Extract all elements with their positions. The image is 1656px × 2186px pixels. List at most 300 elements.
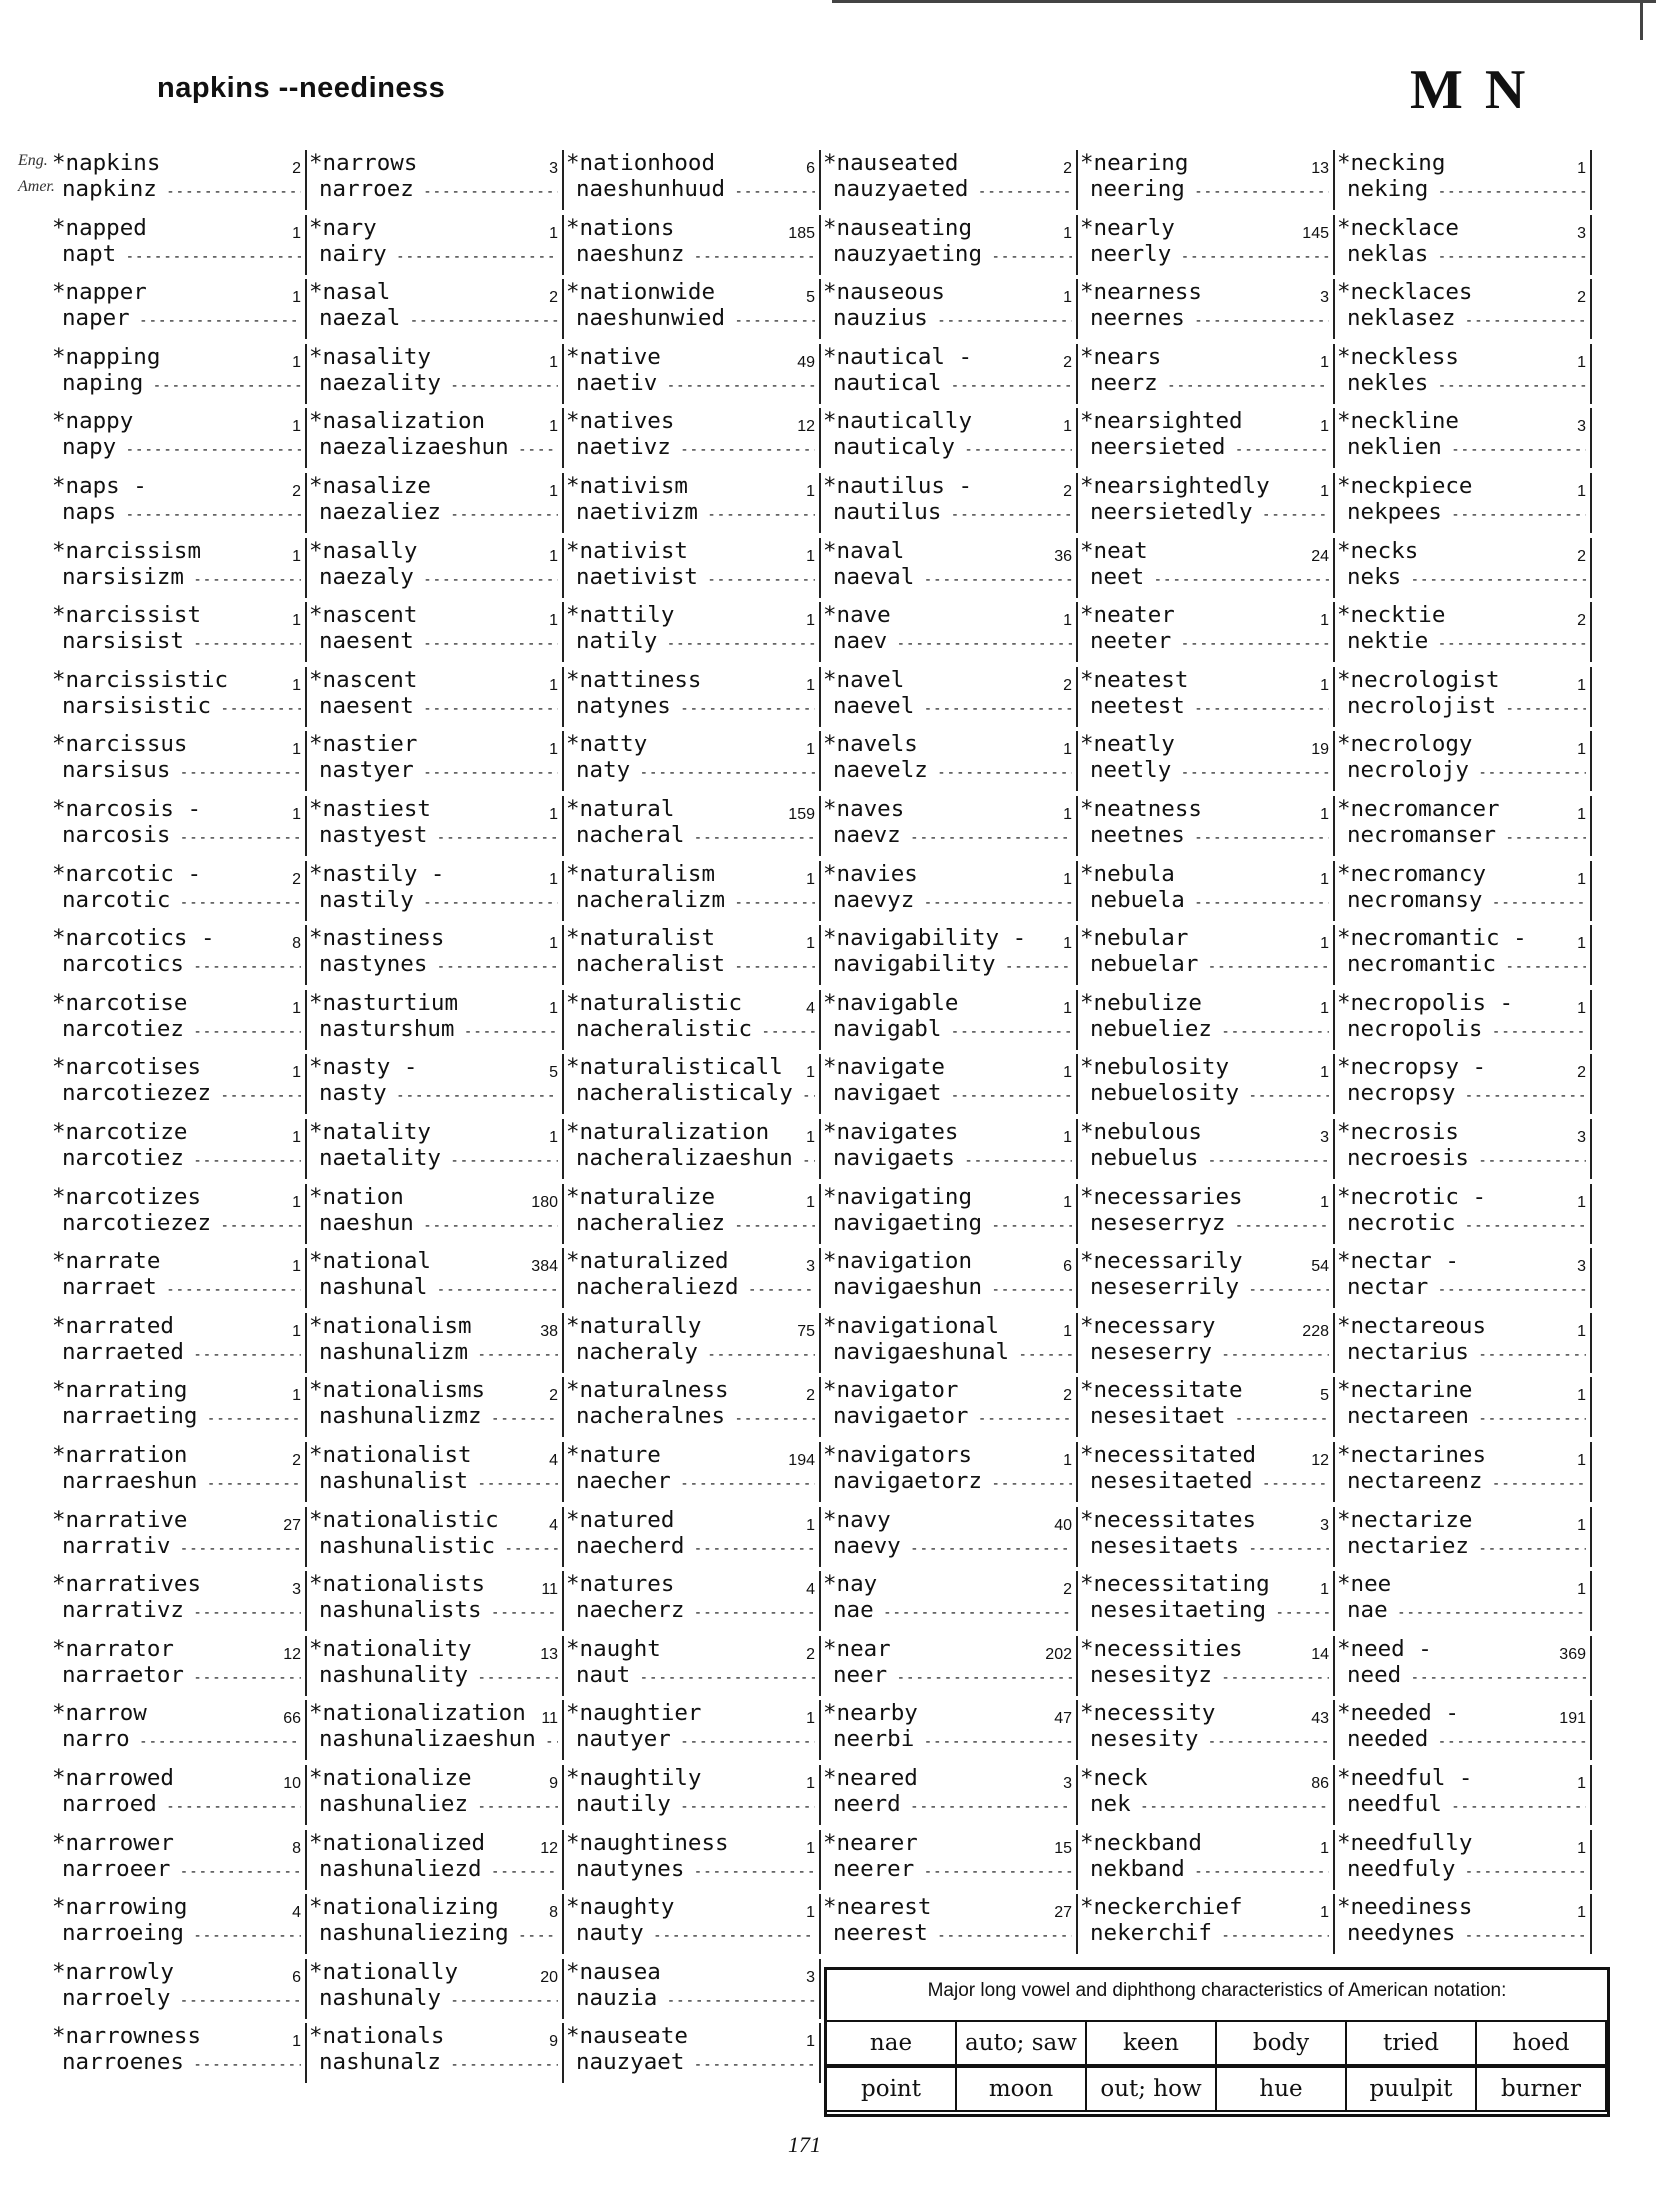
entry-count: 1: [1577, 1193, 1586, 1211]
entry-cell: [564, 1184, 821, 1244]
entry-word: *neediness: [1337, 1894, 1473, 1921]
entry-word: *nauseate: [566, 2023, 688, 2050]
entry-phonetic: necromantic -----: [1347, 951, 1586, 977]
entry-word: *nears: [1080, 343, 1162, 370]
entry-cell: [50, 408, 307, 468]
entry-phonetic: narcotiez -----: [62, 1016, 301, 1042]
entry-phonetic: neering -----: [1090, 176, 1329, 202]
entry-count: 13: [540, 1645, 558, 1663]
entry-count: 1: [1577, 1516, 1586, 1534]
entry-word: *natural: [566, 796, 675, 822]
entry-count: 1: [1063, 1452, 1072, 1469]
entry-phonetic: neeter -----: [1090, 628, 1329, 654]
entry-phonetic: navigaet -----: [833, 1080, 1072, 1106]
entry-word: *neatest: [1080, 666, 1189, 693]
entry-count: 1: [806, 676, 815, 694]
entry-cell: [821, 473, 1078, 533]
entry-count: 3: [292, 1581, 301, 1599]
entry-cell: [821, 1248, 1078, 1308]
entry-word: *necessities: [1080, 1635, 1243, 1662]
entry-count: 159: [788, 806, 815, 823]
entry-phonetic: nashunalistic -----: [319, 1533, 558, 1559]
entry-word: *nationally: [309, 1958, 459, 1985]
entry-cell: [307, 796, 564, 856]
entry-count: 5: [806, 289, 815, 307]
entry-count: 1: [292, 1193, 301, 1211]
entry-word: *nationalisms: [309, 1377, 486, 1404]
entry-word: *necrologist: [1337, 666, 1500, 693]
entry-word: *nay: [823, 1571, 878, 1598]
entry-phonetic: narroeing -----: [62, 1920, 301, 1946]
entry-count: 2: [1063, 1387, 1072, 1405]
entry-phonetic: neersieted -----: [1090, 434, 1329, 460]
entry-cell: [564, 602, 821, 662]
entry-phonetic: narcotiezez -----: [62, 1210, 301, 1236]
entry-word: *nationalistic: [309, 1506, 499, 1533]
entry-phonetic: naezaliez -----: [319, 499, 558, 525]
entry-word: *narrative: [52, 1506, 188, 1533]
entry-phonetic: nacheralistic -----: [576, 1016, 815, 1042]
entry-count: 1: [549, 870, 558, 888]
entry-word: *narrated: [52, 1312, 174, 1339]
entry-phonetic: nacheralisticaly -----: [576, 1080, 815, 1106]
entry-cell: [1078, 344, 1335, 404]
entry-word: *necromantic -: [1337, 925, 1527, 952]
entry-count: 1: [549, 353, 558, 371]
entry-count: 12: [540, 1839, 558, 1857]
entry-word: *narcissus: [52, 731, 188, 758]
entry-word: *naturalism: [566, 860, 716, 887]
entry-cell: [307, 473, 564, 533]
entry-cell: [307, 602, 564, 662]
entry-count: 1: [1320, 353, 1329, 371]
entry-cell: [50, 2023, 307, 2083]
entry-word: *narrows: [309, 150, 418, 176]
entry-cell: [821, 1377, 1078, 1437]
entry-phonetic: naecherd -----: [576, 1533, 815, 1559]
entry-cell: [564, 1119, 821, 1179]
entry-cell: [307, 1507, 564, 1567]
section-letters: M N: [1410, 59, 1530, 121]
entry-count: 1: [292, 741, 301, 759]
entry-count: 1: [1320, 1581, 1329, 1599]
entry-count: 14: [1311, 1645, 1329, 1663]
entry-cell: [1335, 796, 1592, 856]
entry-phonetic: naper -----: [62, 305, 301, 331]
entry-phonetic: navigaeshunal -----: [833, 1339, 1072, 1365]
entry-word: *naughty: [566, 1894, 675, 1921]
entry-phonetic: neetest -----: [1090, 693, 1329, 719]
entry-word: *natured: [566, 1506, 675, 1533]
entry-cell: [564, 1830, 821, 1890]
entry-phonetic: neet -----: [1090, 564, 1329, 590]
entry-phonetic: narraetor -----: [62, 1662, 301, 1688]
entry-word: *nationalizing: [309, 1894, 499, 1921]
entry-count: 2: [1577, 1064, 1586, 1082]
entry-cell: [821, 1119, 1078, 1179]
entry-count: 1: [806, 935, 815, 953]
entry-word: *neater: [1080, 602, 1175, 629]
entry-cell: [821, 1507, 1078, 1567]
entry-phonetic: narsisist -----: [62, 628, 301, 654]
entry-word: *narrowly: [52, 1958, 174, 1985]
entry-word: *nativism: [566, 473, 688, 499]
top-rule: [832, 0, 1656, 3]
entry-word: *narcotizes: [52, 1183, 202, 1210]
entry-word: *narrating: [52, 1377, 188, 1404]
entry-word: *nationalist: [309, 1442, 472, 1468]
entry-cell: [564, 1700, 821, 1760]
entry-cell: [50, 1636, 307, 1696]
entry-word: *natty: [566, 731, 648, 758]
entry-phonetic: necropsy -----: [1347, 1080, 1586, 1106]
entry-word: *neck: [1080, 1765, 1148, 1791]
entry-phonetic: necrolojy -----: [1347, 757, 1586, 783]
entry-cell: [1335, 1442, 1592, 1502]
entry-cell: [1335, 473, 1592, 533]
entry-cell: [50, 538, 307, 598]
entry-word: *nectarize: [1337, 1506, 1473, 1533]
entry-word: *navigator: [823, 1377, 959, 1404]
entry-word: *napping: [52, 343, 161, 370]
entry-count: 1: [806, 1710, 815, 1728]
entry-count: 6: [1063, 1258, 1072, 1276]
vowel-example: nae: [825, 2020, 957, 2066]
entry-count: 24: [1311, 547, 1329, 565]
entry-cell: [1335, 731, 1592, 791]
entry-count: 2: [549, 1387, 558, 1405]
entry-cell: [564, 1636, 821, 1696]
entry-cell: [50, 1054, 307, 1114]
entry-cell: [1078, 1830, 1335, 1890]
entry-count: 27: [1054, 1904, 1072, 1922]
entry-cell: [50, 796, 307, 856]
entry-cell: [307, 1248, 564, 1308]
entry-word: *navel: [823, 666, 905, 693]
entry-count: 1: [1320, 935, 1329, 953]
entry-word: *nausea: [566, 1958, 661, 1985]
entry-word: *navies: [823, 860, 918, 887]
entry-count: 15: [1054, 1839, 1072, 1857]
entry-phonetic: nauzyaeted -----: [833, 176, 1072, 202]
entry-phonetic: naeshunz -----: [576, 241, 815, 267]
entry-word: *nauseating: [823, 214, 973, 241]
entry-cell: [1078, 1700, 1335, 1760]
entry-phonetic: naezality -----: [319, 370, 558, 396]
entry-cell: [50, 1765, 307, 1825]
entry-phonetic: nairy -----: [319, 241, 558, 267]
entry-count: 6: [292, 1968, 301, 1986]
entry-cell: [1335, 990, 1592, 1050]
entry-word: *naturalist: [566, 925, 716, 952]
entry-cell: [1335, 1313, 1592, 1373]
entry-cell: [564, 150, 821, 210]
entry-count: 1: [1577, 1775, 1586, 1792]
entry-count: 194: [788, 1452, 815, 1469]
entry-word: *nebular: [1080, 925, 1189, 952]
entry-cell: [1078, 861, 1335, 921]
entry-word: *narcissism: [52, 537, 202, 564]
entry-phonetic: naut -----: [576, 1662, 815, 1688]
entry-cell: [1078, 1313, 1335, 1373]
entry-count: 38: [540, 1322, 558, 1340]
entry-count: 1: [292, 1064, 301, 1082]
entry-cell: [1078, 667, 1335, 727]
entry-word: *neatly: [1080, 731, 1175, 758]
entry-count: 1: [1063, 612, 1072, 630]
entry-cell: [307, 667, 564, 727]
entry-count: 5: [549, 1064, 558, 1082]
side-label-eng: Eng.: [18, 152, 48, 169]
entry-phonetic: nashunal -----: [319, 1274, 558, 1300]
entry-word: *nearby: [823, 1700, 918, 1727]
entry-word: *nearsighted: [1080, 408, 1243, 435]
entry-word: *narrow: [52, 1700, 147, 1727]
entry-count: 1: [806, 1193, 815, 1211]
entry-phonetic: narrativ -----: [62, 1533, 301, 1559]
entry-word: *naturalized: [566, 1248, 729, 1275]
entry-count: 3: [1320, 289, 1329, 307]
entry-word: *necropolis -: [1337, 989, 1514, 1016]
entry-phonetic: naevelz -----: [833, 757, 1072, 783]
entry-cell: [1335, 1377, 1592, 1437]
entry-word: *nasalization: [309, 408, 486, 435]
entry-word: *narrator: [52, 1635, 174, 1662]
entry-count: 1: [1320, 806, 1329, 823]
entry-word: *nauseous: [823, 279, 945, 306]
entry-count: 1: [292, 999, 301, 1017]
entry-phonetic: need -----: [1347, 1662, 1586, 1688]
entry-cell: [821, 731, 1078, 791]
entry-word: *necessary: [1080, 1312, 1216, 1339]
entry-cell: [50, 1894, 307, 1954]
entry-count: 1: [292, 353, 301, 371]
entry-phonetic: nesesity -----: [1090, 1726, 1329, 1752]
entry-cell: [564, 538, 821, 598]
entry-phonetic: nauty -----: [576, 1920, 815, 1946]
entry-word: *naval: [823, 537, 905, 564]
entry-word: *napped: [52, 214, 147, 241]
entry-cell: [50, 150, 307, 210]
entry-word: *nearsightedly: [1080, 473, 1270, 499]
entry-word: *nasty -: [309, 1054, 418, 1081]
entry-count: 1: [1063, 289, 1072, 307]
entry-word: *nearer: [823, 1829, 918, 1856]
entry-cell: [307, 150, 564, 210]
entry-phonetic: neklien -----: [1347, 434, 1586, 460]
entry-phonetic: nekles -----: [1347, 370, 1586, 396]
entry-phonetic: necrolojist -----: [1347, 693, 1586, 719]
entry-phonetic: naesent -----: [319, 628, 558, 654]
entry-cell: [1335, 344, 1592, 404]
entry-phonetic: nastyest -----: [319, 822, 558, 848]
entry-word: *nature: [566, 1442, 661, 1468]
entry-phonetic: neersietedly -----: [1090, 499, 1329, 525]
entry-phonetic: necromansy -----: [1347, 887, 1586, 913]
entry-count: 1: [292, 806, 301, 823]
entry-word: *narcotic -: [52, 860, 202, 887]
entry-word: *necessarily: [1080, 1248, 1243, 1275]
entry-phonetic: nasturshum -----: [319, 1016, 558, 1042]
entry-phonetic: naeshunhuud -----: [576, 176, 815, 202]
entry-word: *nectareous: [1337, 1312, 1487, 1339]
entry-count: 4: [549, 1452, 558, 1469]
entry-phonetic: natily -----: [576, 628, 815, 654]
entry-word: *napkins: [52, 150, 161, 176]
entry-cell: [821, 1700, 1078, 1760]
entry-count: 1: [1063, 741, 1072, 759]
entry-cell: [50, 667, 307, 727]
entry-count: 1: [1320, 483, 1329, 500]
entry-phonetic: nae -----: [1347, 1597, 1586, 1623]
entry-count: 1: [1320, 1839, 1329, 1857]
entry-phonetic: nebuelosity -----: [1090, 1080, 1329, 1106]
entry-cell: [50, 1959, 307, 2019]
entry-phonetic: nauzius -----: [833, 305, 1072, 331]
entry-word: *narrate: [52, 1248, 161, 1275]
entry-count: 2: [292, 1452, 301, 1469]
entry-count: 1: [1063, 870, 1072, 888]
entry-cell: [307, 279, 564, 339]
entry-cell: [307, 1313, 564, 1373]
entry-word: *narrower: [52, 1829, 174, 1856]
entry-cell: [821, 990, 1078, 1050]
entry-phonetic: neerer -----: [833, 1856, 1072, 1882]
entry-cell: [821, 279, 1078, 339]
entry-phonetic: naping -----: [62, 370, 301, 396]
entry-cell: [564, 279, 821, 339]
entry-word: *nautically: [823, 408, 973, 435]
vowel-example: hoed: [1475, 2020, 1607, 2066]
entry-count: 1: [1577, 160, 1586, 177]
entry-count: 49: [797, 353, 815, 371]
entry-count: 1: [292, 418, 301, 436]
entry-word: *nattiness: [566, 666, 702, 693]
entry-word: *neckline: [1337, 408, 1459, 435]
entry-cell: [1078, 1377, 1335, 1437]
entry-cell: [1078, 473, 1335, 533]
entry-cell: [1078, 990, 1335, 1050]
entry-phonetic: nashunalist -----: [319, 1468, 558, 1494]
entry-phonetic: neklas -----: [1347, 241, 1586, 267]
entry-phonetic: navigabl -----: [833, 1016, 1072, 1042]
entry-word: *nationhood: [566, 150, 716, 176]
entry-word: *naughtiness: [566, 1829, 729, 1856]
entry-word: *navigating: [823, 1183, 973, 1210]
entry-count: 2: [1063, 676, 1072, 694]
entry-cell: [50, 1830, 307, 1890]
page-number: 171: [788, 2132, 821, 2157]
entry-word: *necessaries: [1080, 1183, 1243, 1210]
entry-word: *nearly: [1080, 214, 1175, 241]
vowel-example: moon: [955, 2066, 1087, 2112]
entry-word: *nappy: [52, 408, 134, 435]
entry-count: 3: [1577, 224, 1586, 242]
entry-phonetic: naeshun -----: [319, 1210, 558, 1236]
entry-word: *natality: [309, 1119, 431, 1145]
entry-count: 1: [1063, 935, 1072, 953]
entry-count: 1: [1577, 935, 1586, 953]
entry-count: 1: [806, 741, 815, 759]
entry-word: *nebula: [1080, 860, 1175, 887]
entry-cell: [564, 1377, 821, 1437]
entry-word: *neckless: [1337, 343, 1459, 370]
entry-cell: [307, 1636, 564, 1696]
entry-cell: [50, 1377, 307, 1437]
entry-word: *narration: [52, 1442, 188, 1468]
entry-word: *naps -: [52, 473, 147, 499]
entry-word: *nary: [309, 214, 377, 241]
vowel-row-1: [827, 2020, 1607, 2066]
entry-count: 3: [1577, 418, 1586, 436]
entry-count: 1: [1320, 418, 1329, 436]
entry-cell: [564, 1507, 821, 1567]
entry-word: *nasturtium: [309, 989, 459, 1016]
entry-cell: [1078, 150, 1335, 210]
entry-phonetic: neklasez -----: [1347, 305, 1586, 331]
entry-phonetic: nacheralist -----: [576, 951, 815, 977]
entry-count: 1: [292, 1129, 301, 1146]
vowel-row-2: [827, 2066, 1607, 2112]
entry-word: *nasally: [309, 537, 418, 564]
entry-phonetic: neseserrily -----: [1090, 1274, 1329, 1300]
entry-phonetic: narsisistic -----: [62, 693, 301, 719]
entry-word: *necropsy -: [1337, 1054, 1487, 1081]
entry-word: *necklaces: [1337, 279, 1473, 306]
entry-cell: [821, 796, 1078, 856]
entry-phonetic: nectareenz -----: [1347, 1468, 1586, 1494]
entry-cell: [821, 215, 1078, 275]
entry-cell: [307, 1830, 564, 1890]
entry-cell: [1078, 1765, 1335, 1825]
entry-word: *narcotics -: [52, 925, 215, 952]
entry-count: 1: [806, 612, 815, 630]
entry-word: *nastier: [309, 731, 418, 758]
entry-phonetic: naetivz -----: [576, 434, 815, 460]
entry-cell: [307, 215, 564, 275]
entry-count: 75: [797, 1322, 815, 1340]
entry-count: 1: [1320, 612, 1329, 630]
entry-count: 19: [1311, 741, 1329, 759]
entry-cell: [821, 602, 1078, 662]
entry-cell: [564, 1571, 821, 1631]
entry-phonetic: nashunality -----: [319, 1662, 558, 1688]
entry-cell: [1335, 1894, 1592, 1954]
entry-phonetic: needfuly -----: [1347, 1856, 1586, 1882]
entry-count: 1: [1577, 1322, 1586, 1340]
entry-cell: [307, 990, 564, 1050]
entry-phonetic: nebuelar -----: [1090, 951, 1329, 977]
entry-phonetic: nek -----: [1090, 1791, 1329, 1817]
entry-word: *national: [309, 1248, 431, 1275]
entry-phonetic: nautyer -----: [576, 1726, 815, 1752]
entry-word: *nationwide: [566, 279, 716, 306]
entry-word: *navy: [823, 1506, 891, 1533]
entry-cell: [1078, 215, 1335, 275]
entry-phonetic: needed -----: [1347, 1726, 1586, 1752]
entry-cell: [564, 796, 821, 856]
entry-phonetic: narro -----: [62, 1726, 301, 1752]
entry-word: *narcotises: [52, 1054, 202, 1081]
entry-phonetic: nacheralizm -----: [576, 887, 815, 913]
entry-word: *navigates: [823, 1119, 959, 1145]
entry-phonetic: necromanser -----: [1347, 822, 1586, 848]
entry-word: *nebulosity: [1080, 1054, 1230, 1081]
top-rule-corner: [1640, 0, 1643, 40]
vowel-example: auto; saw: [955, 2020, 1087, 2066]
entry-word: *necrotic -: [1337, 1183, 1487, 1210]
entry-phonetic: nesesitaets -----: [1090, 1533, 1329, 1559]
